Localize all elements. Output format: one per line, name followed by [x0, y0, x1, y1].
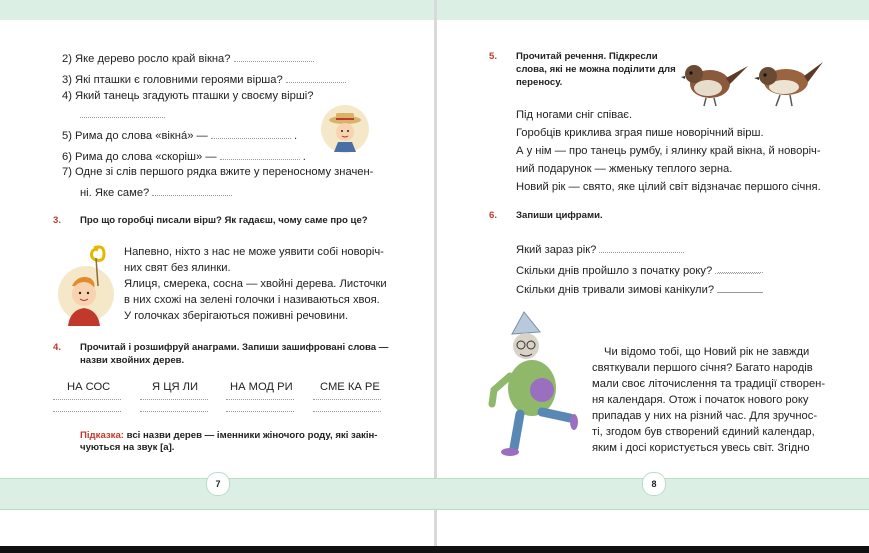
task-4-number: 4.	[53, 342, 62, 353]
task-3-text-line-2: них свят без ялинки.	[124, 262, 231, 274]
question-3: 3) Які пташки є головними героями вірша?	[62, 72, 346, 87]
task-3-text-line-5: У голочках зберігаються поживні речовини.	[124, 310, 349, 322]
sparrow-icon	[680, 54, 750, 109]
task-5-title-line-1: Прочитай речення. Підкресли	[516, 51, 658, 62]
question-4: 4) Який танець згадують пташки у своєму вірші?	[62, 90, 314, 102]
answer-line	[80, 117, 165, 118]
boy-illustration	[56, 238, 116, 328]
book-spine	[434, 0, 437, 548]
anagram-1: НА СОС	[67, 381, 111, 393]
task-3-title: Про що горобці писали вірш? Як гадаєш, чому саме про це?	[80, 215, 368, 226]
task-5-number: 5.	[489, 51, 498, 62]
anagram-answer-line	[313, 399, 381, 400]
anagram-answer-line	[140, 411, 208, 412]
task-5-title-line-2: слова, які не можна поділити для	[516, 64, 676, 75]
sparrow-icon	[752, 54, 824, 109]
anagram-3: НА МОД РИ	[230, 381, 293, 393]
story-line-5: припадав у них на різний час. Для зручнос-	[592, 410, 818, 422]
poem-line-5: Новий рік — свято, яке цілий світ відзначає першого січня.	[516, 181, 821, 193]
poem-line-3: А у нім — про танець румбу, і ялинку край вікна, й новоріч-	[516, 145, 821, 157]
question-holidays: Скільки днів тривали зимові канікули?	[516, 282, 762, 297]
answer-line	[718, 272, 763, 273]
question-5: 5) Рима до слова «вікнá» — .	[62, 130, 298, 142]
question-2: 2) Яке дерево росло край вікна?	[62, 51, 314, 66]
hint-label: Підказка:	[80, 430, 125, 441]
story-line-7: яким і досі користується увесь світ. Згідно	[592, 442, 810, 454]
question-days-passed: Скільки днів пройшло з початку року?	[516, 263, 760, 278]
story-line-4: ня календаря. Отож і початок нового року	[592, 394, 809, 406]
poem-line-4: ний подарунок — жменьку теплого зерна.	[516, 163, 733, 175]
question-6: 6) Рима до слова «скоріш» — .	[62, 151, 306, 163]
anagram-answer-line	[226, 411, 294, 412]
anagram-answer-line	[313, 411, 381, 412]
bottom-edge	[0, 546, 869, 553]
poem-line-2: Горобців криклива зграя пише новорічний вірш.	[516, 127, 764, 139]
story-line-1: Чи відомо тобі, що Новий рік не завжди	[604, 346, 810, 358]
task-3-text-line-3: Ялиця, смерека, сосна — хвойні дерева. Листочки	[124, 278, 387, 290]
story-line-6: ті, згодом був створений єдиний календар,	[592, 426, 815, 438]
page-number-left: 7	[206, 472, 230, 496]
task-4-title-cont: назви хвойних дерев.	[80, 355, 185, 366]
hint-cont: чуються на звук [а].	[80, 442, 175, 453]
poem-line-1: Під ногами сніг співає.	[516, 109, 633, 121]
story-line-2: святкували першого січня? Багато народів	[592, 362, 813, 374]
hint: Підказка: всі назви дерев — іменники жіночого роду, які закін-	[80, 430, 378, 441]
story-line-3: мали своє літочислення та традиції створен-	[592, 378, 826, 390]
task-4-title: Прочитай і розшифруй анаграми. Запиши зашифровані слова —	[80, 342, 389, 353]
anagram-answer-line	[53, 411, 121, 412]
man-illustration	[484, 310, 580, 460]
anagram-answer-line	[226, 399, 294, 400]
question-year: Який зараз рік?	[516, 242, 684, 257]
bottom-band	[0, 478, 869, 510]
task-3-number: 3.	[53, 215, 62, 226]
page-number-right: 8	[642, 472, 666, 496]
girl-hat-illustration	[318, 104, 372, 154]
task-6-number: 6.	[489, 210, 498, 221]
anagram-answer-line	[53, 399, 121, 400]
anagram-2: Я ЦЯ ЛИ	[152, 381, 199, 393]
answer-line	[718, 292, 763, 293]
task-6-title: Запиши цифрами.	[516, 210, 603, 221]
anagram-answer-line	[140, 399, 208, 400]
task-3-text-line-4: в них схожі на зелені голочки і називаються хвоя.	[124, 294, 380, 306]
task-3-text-line-1: Напевно, ніхто з нас не може уявити собі новоріч-	[124, 246, 384, 258]
task-5-title-line-3: переносу.	[516, 77, 563, 88]
anagram-4: СМЕ КА РЕ	[320, 381, 380, 393]
question-7-cont: ні. Яке саме?	[80, 185, 232, 200]
question-7: 7) Одне зі слів першого рядка вжите у переносному значен-	[62, 166, 374, 178]
